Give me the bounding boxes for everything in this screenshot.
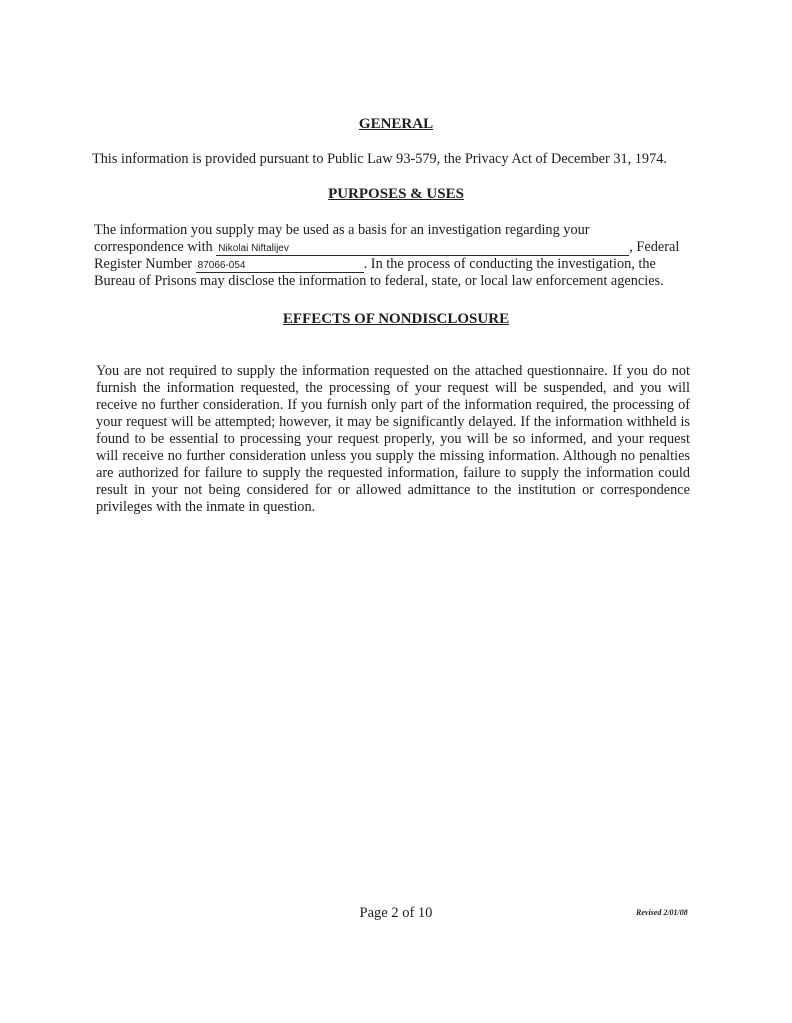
register-tail-text: . In the process of conducting the investigation, the (363, 256, 656, 272)
register-number-field[interactable]: 87066-054 (196, 260, 364, 273)
purposes-line-4: Bureau of Prisons may disclose the information to federal, state, or local law enforcement agencies. (94, 273, 664, 289)
page-number: Page 2 of 10 (359, 905, 433, 921)
correspondence-label: correspondence with (94, 239, 213, 255)
purposes-line-1: The information you supply may be used as a basis for an investigation regarding your (94, 222, 590, 238)
nondisclosure-text: You are not required to supply the information requested on the attached questionnaire. If you do not furnish the information requested, the processing of your request will be suspended, and you will receive no further consideration. If you furnish only part of the information required, the processing of your request will be attempted; however, it may be significantly delayed. If the information withheld is found to be essential to processing your request properly, you will be so informed, and your request will receive no further consideration unless you supply the missing information. Although no penalties are authorized for failure to supply the requested information, failure to supply the information could result in your not being considered for or allowed admittance to the institution or correspondence privileges with the inmate in question. (96, 363, 690, 515)
nondisclosure-heading: EFFECTS OF NONDISCLOSURE (282, 311, 510, 327)
purposes-line-2 (94, 239, 690, 256)
revised-date: Revised 2/01/08 (636, 908, 688, 917)
correspondent-name-field[interactable]: Nikolai Niftalijev (216, 243, 629, 256)
register-number-label: Register Number (94, 256, 193, 272)
general-heading: GENERAL (358, 116, 434, 132)
purposes-heading: PURPOSES & USES (328, 186, 464, 202)
federal-label: , Federal (629, 239, 680, 255)
purposes-line-3 (94, 256, 694, 273)
general-text: This information is provided pursuant to Public Law 93-579, the Privacy Act of December 31, 1974. (92, 151, 667, 167)
